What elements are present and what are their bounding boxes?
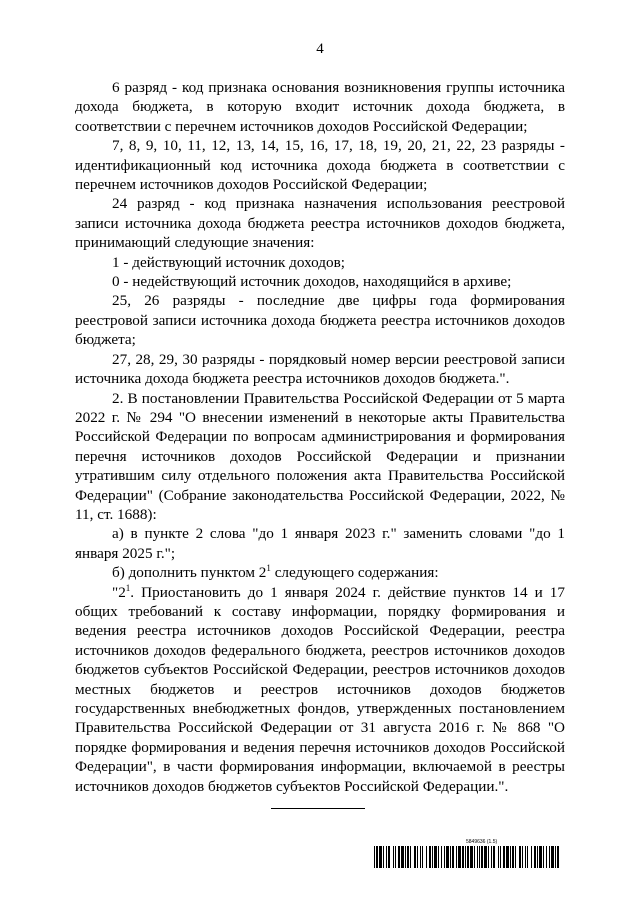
paragraph-item-2-1: [75, 583, 565, 796]
paragraph-digit-6: 6 разряд - код признака основания возникновения группы источника дохода бюджета, в которую входит источник дохода бюджета, в соответствии с перечнем источников доходов Российской Федерации;: [75, 79, 565, 135]
paragraph-subitem-b: [75, 563, 565, 582]
paragraph-digits-25-26: 25, 26 разряды - последние две цифры года формирования реестровой записи источника дохода бюджета реестра источников доходов бюджета;: [75, 292, 565, 349]
document-id: 5849636 (1.5): [466, 839, 498, 845]
paragraph-value-1: 1 - действующий источник доходов;: [112, 253, 345, 271]
paragraph-item-2: 2. В постановлении Правительства Российской Федерации от 5 марта 2022 г. № 294 "О внесении изменений в некоторые акты Правительства Российской Федерации по вопросам администрирования и формирования перечня источников доходов Российской Федерации и признании утратившим силу отдельного положения акта Правительства Российской Федерации" (Собрание законодательства Российской Федерации, 2022, № 11, ст. 1688):: [75, 389, 565, 523]
page-number: 4: [316, 41, 324, 57]
paragraph-digit-24: 24 разряд - код признака назначения использования реестровой записи источника дохода бюджета реестра источников доходов бюджета, принимающий следующие значения:: [75, 195, 565, 252]
paragraph-digits-7-23: 7, 8, 9, 10, 11, 12, 13, 14, 15, 16, 17, 18, 19, 20, 21, 22, 23 разряды - идентификационный код источника дохода бюджета в соответствии с перечнем источников доходов Российской Федерации;: [75, 137, 565, 194]
barcode-icon: [374, 846, 559, 868]
superscript: 1: [125, 582, 131, 593]
end-divider: [271, 808, 365, 809]
item-2-1-text: . Приостановить до 1 января 2024 г. действие пунктов 14 и 17 общих требований к составу информации, порядку формирования и ведения реестра источников доходов Российской Федерации, реестра источников доходов федерального бюджета, реестров источников доходов бюджетов субъектов Российской Федерации, реестров источников доходов местных бюджетов и реестров источников доходов бюджетов государственных внебюджетных фондов, утвержденных постановлением Правительства Российской Федерации от 31 августа 2016 г. № 868 "О порядке формирования и ведения перечня источников доходов Российской Федерации", в части формирования информации, включаемой в реестры источников доходов бюджетов субъектов Российской Федерации.".: [75, 583, 565, 795]
item-2-1-start: "2: [112, 583, 126, 601]
paragraph-digits-27-30: 27, 28, 29, 30 разряды - порядковый номер версии реестровой записи источника дохода бюджета реестра источников доходов бюджета.".: [75, 350, 565, 388]
document-body: [75, 78, 565, 796]
paragraph-subitem-a: а) в пункте 2 слова "до 1 января 2023 г." заменить словами "до 1 января 2025 г.";: [75, 525, 565, 562]
subitem-b-text: б) дополнить пунктом 2: [112, 564, 267, 582]
subitem-b-text-end: следующего содержания:: [270, 564, 439, 582]
paragraph-value-0: 0 - недействующий источник доходов, находящийся в архиве;: [112, 273, 512, 291]
superscript: 1: [266, 563, 271, 574]
